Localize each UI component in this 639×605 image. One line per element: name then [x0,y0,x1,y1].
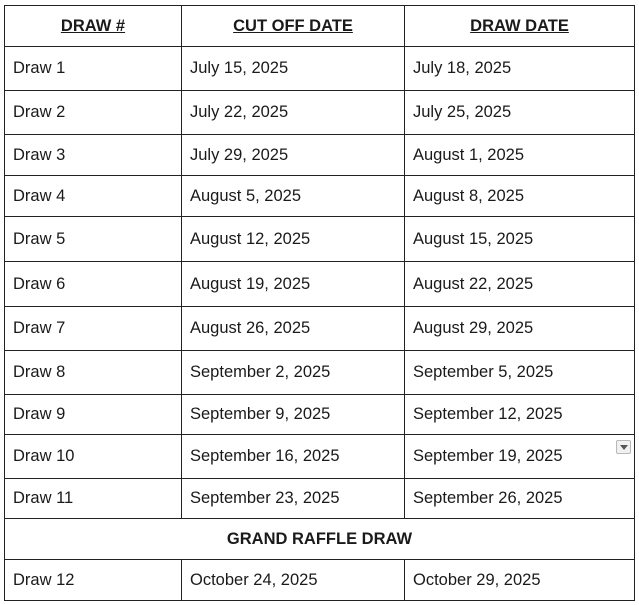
table-row [5,351,635,395]
table-row [5,176,635,217]
cutoff-cell[interactable]: August 19, 2025 [182,262,405,307]
draw-date-cell[interactable] [405,435,635,479]
draw-date-cell[interactable]: August 29, 2025 [405,307,635,351]
draw-date-cell[interactable]: September 12, 2025 [405,395,635,435]
draw-cell[interactable]: Draw 2 [5,91,182,135]
table-row [5,435,635,479]
cutoff-cell[interactable]: July 15, 2025 [182,47,405,91]
draw-cell[interactable]: Draw 7 [5,307,182,351]
draw-cell[interactable]: Draw 12 [5,560,182,601]
draw-date-cell[interactable]: October 29, 2025 [405,560,635,601]
grand-raffle-row [5,519,635,560]
cutoff-cell[interactable]: September 16, 2025 [182,435,405,479]
table-row [5,135,635,176]
table-row [5,262,635,307]
cutoff-cell[interactable]: July 29, 2025 [182,135,405,176]
table-row [5,217,635,262]
cutoff-cell[interactable]: September 2, 2025 [182,351,405,395]
grand-raffle-label[interactable]: GRAND RAFFLE DRAW [5,519,635,560]
draw-cell[interactable]: Draw 8 [5,351,182,395]
header-draw-date: DRAW DATE [405,6,635,47]
draw-date-cell[interactable]: July 18, 2025 [405,47,635,91]
draw-date-cell[interactable]: August 1, 2025 [405,135,635,176]
draw-cell[interactable]: Draw 1 [5,47,182,91]
cutoff-cell[interactable]: October 24, 2025 [182,560,405,601]
cutoff-cell[interactable]: September 9, 2025 [182,395,405,435]
header-draw-number: DRAW # [5,6,182,47]
draw-cell[interactable]: Draw 9 [5,395,182,435]
draw-cell[interactable]: Draw 4 [5,176,182,217]
table-row [5,307,635,351]
cutoff-cell[interactable]: August 5, 2025 [182,176,405,217]
header-cutoff-date: CUT OFF DATE [182,6,405,47]
table-row [5,91,635,135]
draw-cell[interactable]: Draw 11 [5,479,182,519]
cutoff-cell[interactable]: September 23, 2025 [182,479,405,519]
draw-date-cell[interactable]: August 22, 2025 [405,262,635,307]
table-row [5,395,635,435]
draw-cell[interactable]: Draw 10 [5,435,182,479]
draw-cell[interactable]: Draw 6 [5,262,182,307]
chevron-down-icon[interactable] [616,440,631,454]
header-row [5,6,635,47]
draw-cell[interactable]: Draw 5 [5,217,182,262]
draw-date-cell[interactable]: September 5, 2025 [405,351,635,395]
draw-date-cell[interactable]: August 15, 2025 [405,217,635,262]
draw-schedule-table [4,5,635,601]
cutoff-cell[interactable]: August 12, 2025 [182,217,405,262]
draw-date-cell[interactable]: August 8, 2025 [405,176,635,217]
cutoff-cell[interactable]: July 22, 2025 [182,91,405,135]
cutoff-cell[interactable]: August 26, 2025 [182,307,405,351]
draw-date-cell[interactable]: July 25, 2025 [405,91,635,135]
draw-date-cell[interactable]: September 26, 2025 [405,479,635,519]
table-row [5,479,635,519]
draw-cell[interactable]: Draw 3 [5,135,182,176]
draw-date-text: September 19, 2025 [413,447,563,465]
table-row [5,47,635,91]
table-row [5,560,635,601]
